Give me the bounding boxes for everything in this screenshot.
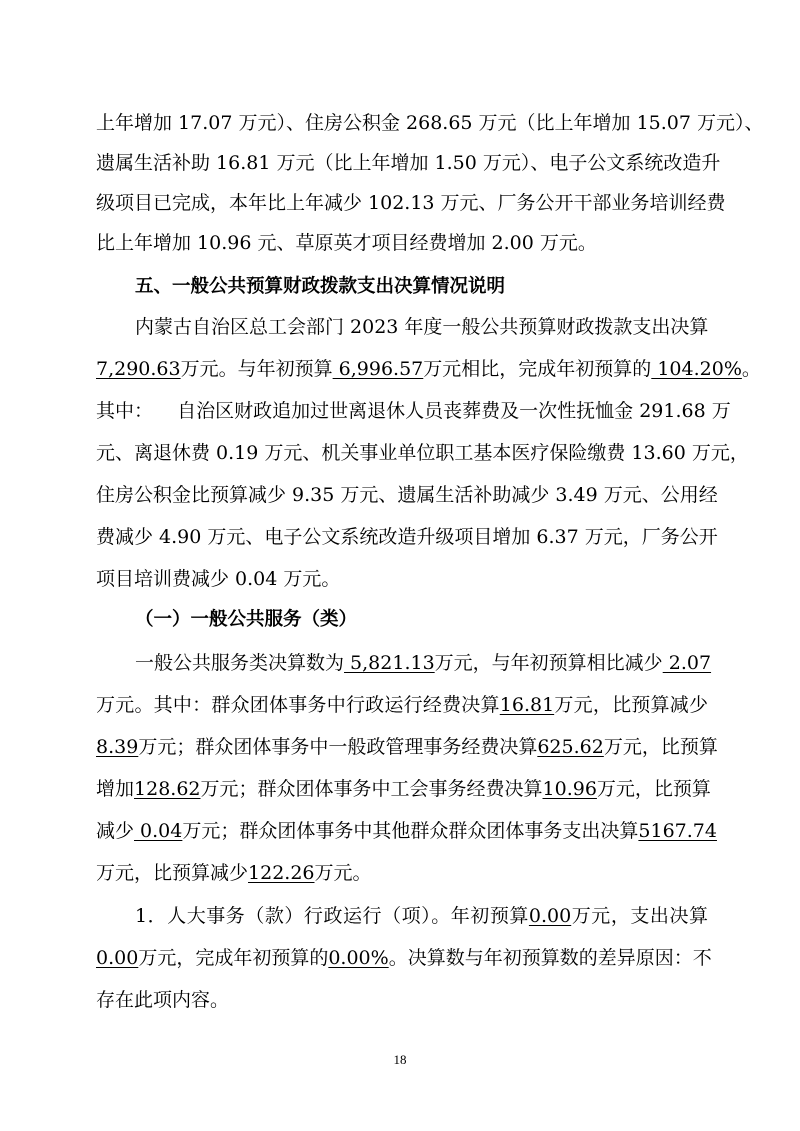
paragraph-line: [96, 517, 718, 557]
paragraph-line: [96, 391, 731, 431]
text-run: 万元。其中：群众团体事务中行政运行经费决算: [96, 694, 500, 716]
section-heading: [135, 267, 695, 307]
underlined-value: 0.00%: [328, 947, 389, 969]
text-run: 万元，比预算减少: [96, 862, 249, 884]
underlined-value: 0.00: [528, 905, 572, 927]
underlined-value: 0.04: [134, 820, 183, 842]
paragraph-line: [96, 811, 717, 851]
text-run: 元、离退休费 0.19 万元、机关事业单位职工基本医疗保险缴费 13.60 万元，: [96, 442, 749, 464]
text-run: 万元；群众团体事务中工会事务经费决算: [200, 778, 543, 800]
paragraph-line: [96, 223, 708, 263]
subsection-heading: [135, 600, 535, 640]
paragraph-line: [135, 643, 712, 683]
paragraph-line: [96, 103, 764, 143]
paragraph-line: [96, 183, 726, 223]
underlined-value: 8.39: [96, 736, 139, 758]
text-run: 。决算数与年初预算数的差异原因：不: [388, 947, 712, 969]
paragraph-line: [96, 727, 718, 767]
underlined-value: 2.07: [662, 652, 712, 674]
paragraph-line: [96, 769, 711, 809]
paragraph-line: [135, 896, 708, 936]
text-run: 万元，支出决算: [571, 905, 708, 927]
text-run: 内蒙古自治区总工会部门 2023 年度一般公共预算财政拨款支出决算: [135, 316, 709, 338]
text-run: 万元，比预算: [603, 736, 718, 758]
text-run: 万元，与年初预算相比减少: [434, 652, 663, 674]
text-run: 存在此项内容。: [96, 989, 230, 1011]
text-run: 遗属生活补助 16.81 万元（比上年增加 1.50 万元）、电子公文系统改造升: [96, 152, 721, 174]
text-run: 万元相比，完成年初预算的: [423, 358, 652, 380]
text-run: 比上年增加 10.96 元、草原英才项目经费增加 2.00 万元。: [96, 232, 597, 254]
text-run: 上年增加 17.07 万元）、住房公积金 268.65 万元（比上年增加 15.07 万元）、: [96, 112, 764, 134]
underlined-value: 625.62: [537, 736, 604, 758]
underlined-value: 128.62: [134, 778, 201, 800]
text-run: 一般公共服务类决算数为: [135, 652, 345, 674]
paragraph-line: [96, 559, 708, 599]
underlined-value: 16.81: [499, 694, 555, 716]
text-run: 万元。与年初预算: [180, 358, 333, 380]
paragraph-line: [96, 853, 708, 893]
paragraph-line: [96, 685, 708, 725]
text-run: 住房公积金比预算减少 9.35 万元、遗属生活补助减少 3.49 万元、公用经: [96, 484, 718, 506]
underlined-value: 6,996.57: [332, 358, 424, 380]
paragraph-line: [96, 938, 712, 978]
text-run: 万元。: [314, 862, 372, 884]
underlined-value: 122.26: [248, 862, 315, 884]
underlined-value: 7,290.63: [96, 358, 181, 380]
text-run: 万元，完成年初预算的: [138, 947, 329, 969]
paragraph-line: [96, 349, 761, 389]
paragraph-line: [135, 307, 708, 347]
text-run: 增加: [96, 778, 135, 800]
text-run: 其中： 自治区财政追加过世离退休人员丧葬费及一次性抚恤金 291.68 万: [96, 400, 731, 422]
text-run: 万元；群众团体事务中一般政管理事务经费决算: [138, 736, 538, 758]
underlined-value: 5,821.13: [344, 652, 435, 674]
paragraph-line: [96, 980, 708, 1020]
text-run: 万元；群众团体事务中其他群众群众团体事务支出决算: [182, 820, 639, 842]
underlined-value: 104.20%: [651, 358, 742, 380]
text-run: 1．人大事务（款）行政运行（项）。年初预算: [135, 905, 529, 927]
paragraph-line: [96, 475, 718, 515]
text-run: 万元，比预算: [596, 778, 711, 800]
text-run: 万元，比预算减少: [554, 694, 708, 716]
underlined-value: 0.00: [96, 947, 139, 969]
paragraph-line: [96, 433, 749, 473]
text-run: 费减少 4.90 万元、电子公文系统改造升级项目增加 6.37 万元，厂务公开: [96, 526, 718, 548]
heading-text: 五、一般公共预算财政拨款支出决算情况说明: [135, 276, 506, 297]
underlined-value: 5167.74: [638, 820, 717, 842]
text-run: 减少: [96, 820, 135, 842]
page-number: 18: [393, 1052, 407, 1067]
underlined-value: 10.96: [542, 778, 597, 800]
heading-text: （一）一般公共服务（类）: [135, 609, 358, 630]
paragraph-line: [96, 143, 721, 183]
text-run: 级项目已完成，本年比上年减少 102.13 万元、厂务公开干部业务培训经费: [96, 192, 726, 214]
text-run: 项目培训费减少 0.04 万元。: [96, 568, 341, 590]
text-run: 。: [741, 358, 761, 380]
